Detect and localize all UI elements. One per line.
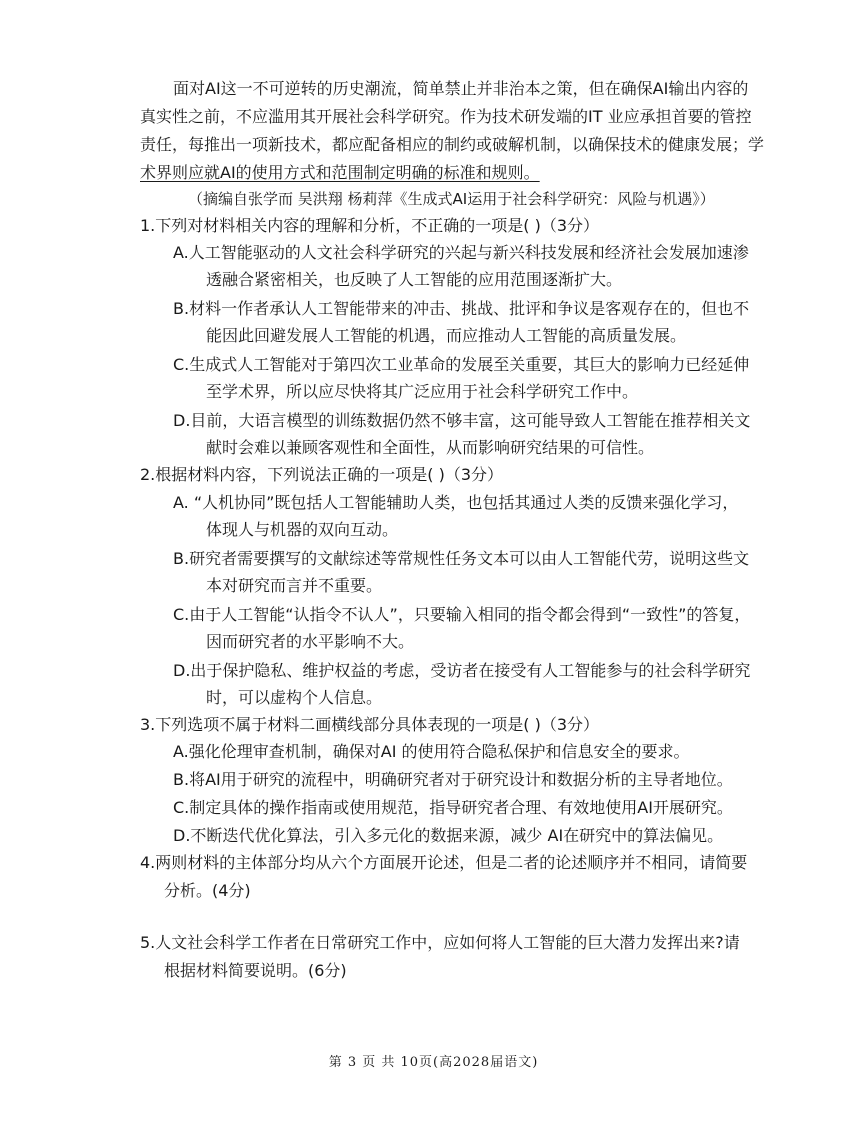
- passage-source: （摘编自张学而 吴洪翔 杨莉萍《生成式AI运用于社会科学研究：风险与机遇》）: [188, 190, 715, 208]
- q2-option-b-cont: 本对研究而言并不重要。: [206, 576, 383, 595]
- q2-option-a-cont: 体现人与机器的双向互动。: [206, 520, 399, 539]
- passage-underlined-line: 术界则应就AI的使用方式和范围制定明确的标准和规则。: [140, 163, 540, 182]
- question-3-stem: 3.下列选项不属于材料二画横线部分具体表现的一项是( )（3分）: [140, 715, 600, 734]
- q2-option-d: D.出于保护隐私、维护权益的考虑，受访者在接受有人工智能参与的社会科学研究: [173, 661, 751, 680]
- passage-line: 责任，每推出一项新技术，都应配备相应的制约或破解机制，以确保技术的健康发展；学: [140, 135, 765, 154]
- q2-option-d-cont: 时，可以虚构个人信息。: [206, 688, 383, 707]
- q3-option-d: D.不断迭代优化算法，引入多元化的数据来源，减少 AI在研究中的算法偏见。: [173, 826, 724, 845]
- q2-option-c-cont: 因而研究者的水平影响不大。: [206, 632, 415, 651]
- q3-option-c: C.制定具体的操作指南或使用规范，指导研究者合理、有效地使用AI开展研究。: [173, 798, 733, 817]
- question-1-stem: 1.下列对材料相关内容的理解和分析，不正确的一项是( )（3分）: [140, 216, 600, 235]
- page-footer: 第 3 页 共 10页(高2028届语文): [328, 1055, 539, 1070]
- q1-option-a-cont: 透融合紧密相关，也反映了人工智能的应用范围逐渐扩大。: [206, 270, 623, 289]
- q1-option-c: C.生成式人工智能对于第四次工业革命的发展至关重要，其巨大的影响力已经延伸: [173, 355, 750, 374]
- question-5-stem: 5.人文社会科学工作者在日常研究工作中，应如何将人工智能的巨大潜力发挥出来?请: [140, 933, 740, 952]
- q3-option-b: B.将AI用于研究的流程中，明确研究者对于研究设计和数据分析的主导者地位。: [173, 770, 733, 789]
- q2-option-a: A. “人机协同”既包括人工智能辅助人类，也包括其通过人类的反馈来强化学习，: [173, 493, 739, 512]
- question-5-cont: 根据材料简要说明。(6分): [164, 961, 347, 980]
- q2-option-c: C.由于人工智能“认指令不认人”，只要输入相同的指令都会得到“一致性”的答复，: [173, 605, 751, 624]
- passage-line: 真实性之前，不应滥用其开展社会科学研究。作为技术研发端的IT 业应承担首要的管控: [140, 107, 752, 126]
- q1-option-d-cont: 献时会难以兼顾客观性和全面性，从而影响研究结果的可信性。: [206, 438, 655, 457]
- q1-option-b: B.材料一作者承认人工智能带来的冲击、挑战、批评和争议是客观存在的，但也不: [173, 299, 750, 318]
- q1-option-d: D.目前，大语言模型的训练数据仍然不够丰富，这可能导致人工智能在推荐相关文: [173, 411, 751, 430]
- q1-option-b-cont: 能因此回避发展人工智能的机遇，而应推动人工智能的高质量发展。: [206, 326, 687, 345]
- q1-option-a: A.人工智能驱动的人文社会科学研究的兴起与新兴科技发展和经济社会发展加速渗: [173, 243, 749, 262]
- q3-option-a: A.强化伦理审查机制，确保对AI 的使用符合隐私保护和信息安全的要求。: [173, 742, 690, 761]
- question-4-cont: 分析。(4分): [164, 881, 251, 900]
- q1-option-c-cont: 至学术界，所以应尽快将其广泛应用于社会科学研究工作中。: [206, 382, 639, 401]
- passage-line: 面对AI这一不可逆转的历史潮流，简单禁止并非治本之策，但在确保AI输出内容的: [173, 79, 749, 98]
- question-2-stem: 2.根据材料内容，下列说法正确的一项是( )（3分）: [140, 465, 504, 484]
- question-4-stem: 4.两则材料的主体部分均从六个方面展开论述，但是二者的论述顺序并不相同，请简要: [140, 853, 748, 872]
- q2-option-b: B.研究者需要撰写的文献综述等常规性任务文本可以由人工智能代劳，说明这些文: [173, 549, 750, 568]
